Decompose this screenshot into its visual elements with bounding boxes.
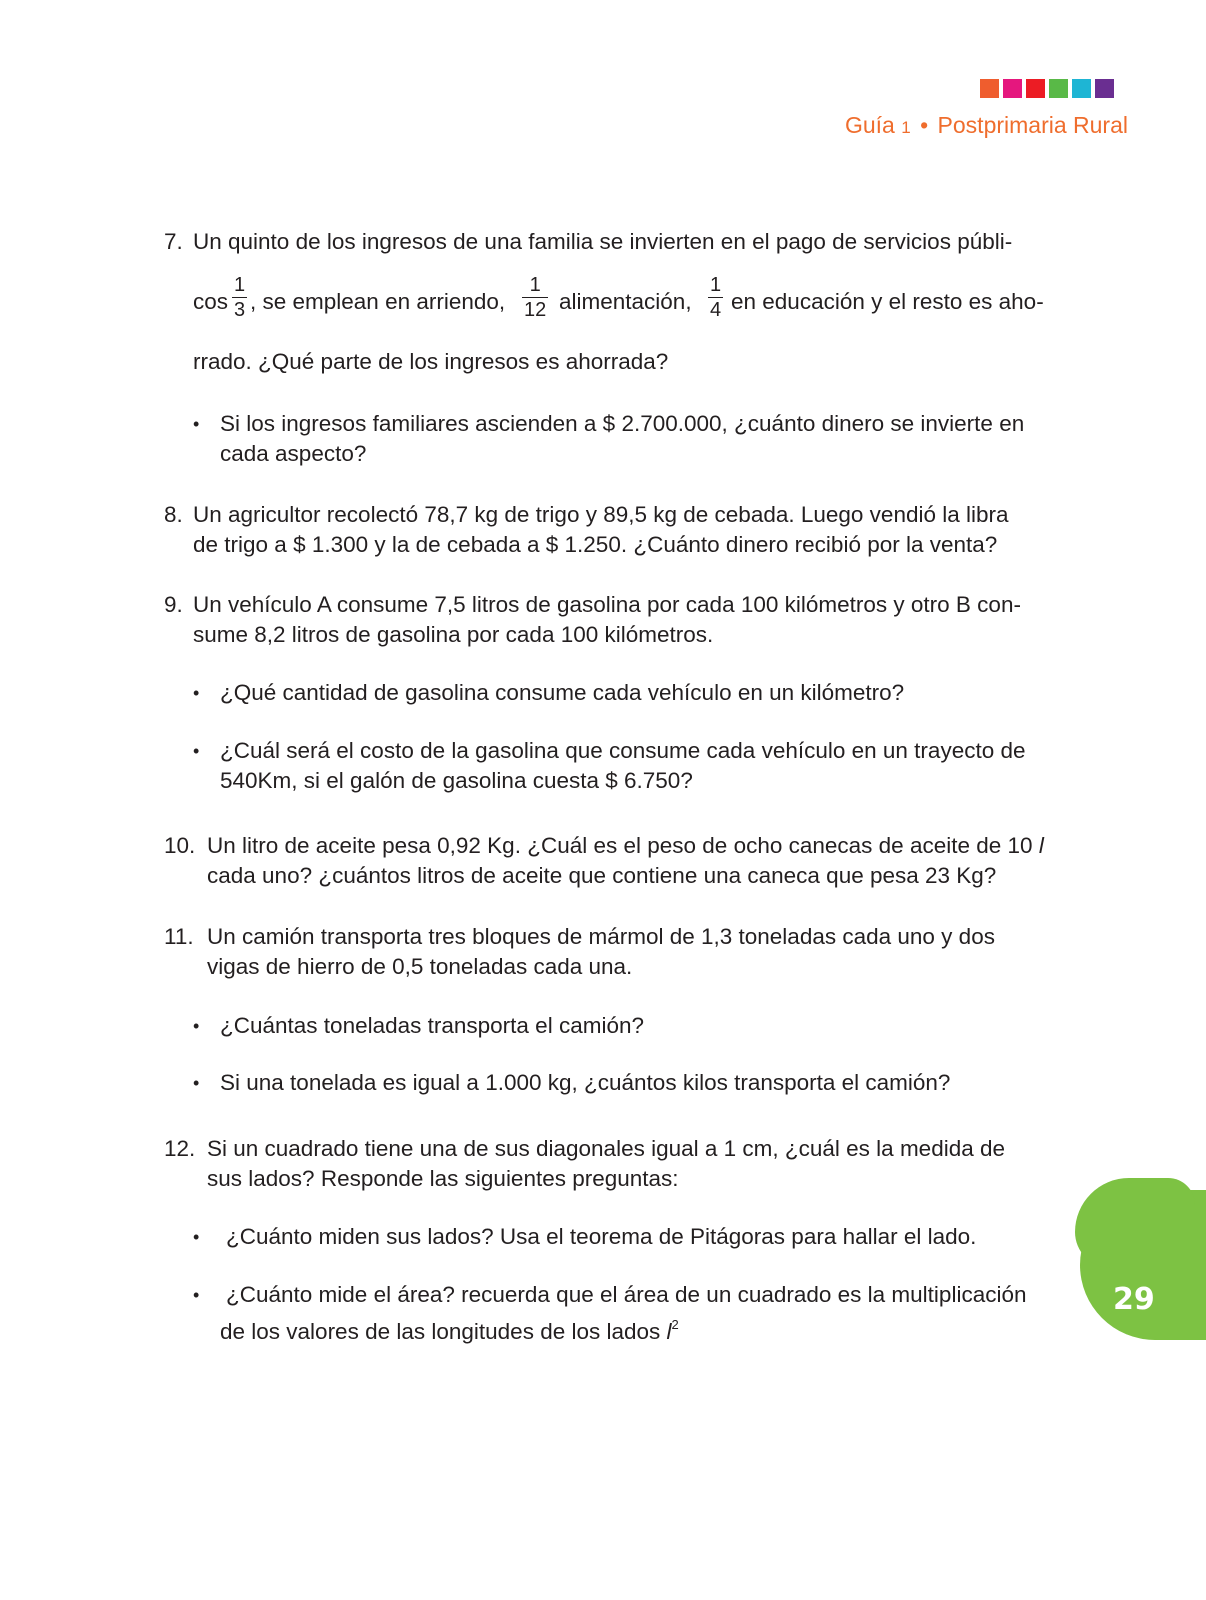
q10-line1-text: Un litro de aceite pesa 0,92 Kg. ¿Cuál es el peso de ocho canecas de aceite de 10 <box>207 833 1033 858</box>
q8-number: 8. <box>164 502 183 527</box>
q12-line1: Si un cuadrado tiene una de sus diagonales igual a 1 cm, ¿cuál es la medida de <box>207 1136 1006 1161</box>
fraction-bar <box>708 297 723 298</box>
q10-number: 10. <box>164 833 196 858</box>
fraction-one-third <box>232 274 247 321</box>
q8-line2: de trigo a $ 1.300 y la de cebada a $ 1.250. ¿Cuánto dinero recibió por la venta? <box>193 532 998 557</box>
q9-number: 9. <box>164 592 183 617</box>
q11-bullet2: Si una tonelada es igual a 1.000 kg, ¿cuántos kilos transporta el camión? <box>220 1070 951 1095</box>
q8-line1: Un agricultor recolectó 78,7 kg de trigo y 89,5 kg de cebada. Luego vendió la libra <box>193 502 1009 527</box>
q7-line1: Un quinto de los ingresos de una familia se invierten en el pago de servicios públi- <box>193 229 1013 254</box>
q12-bullet2-text: de los valores de las longitudes de los lados <box>220 1319 661 1344</box>
guide-number: 1 <box>901 118 911 137</box>
q11-line2: vigas de hierro de 0,5 toneladas cada una. <box>207 954 633 979</box>
q7-number: 7. <box>164 229 183 254</box>
fraction-denominator: 12 <box>524 299 547 321</box>
q12-number: 12. <box>164 1136 196 1161</box>
q12-bullet1: ¿Cuánto miden sus lados? Usa el teorema de Pitágoras para hallar el lado. <box>226 1224 977 1249</box>
program-name: Postprimaria Rural <box>937 112 1128 138</box>
page-number: 29 <box>1113 1282 1155 1317</box>
q7-bullet-line1: Si los ingresos familiares ascienden a $ 2.700.000, ¿cuánto dinero se invierte en <box>220 411 1025 436</box>
exponent: 2 <box>671 1317 679 1332</box>
fraction-numerator: 1 <box>710 274 722 296</box>
q10-unit: l <box>1038 833 1044 858</box>
q11-number: 11. <box>164 924 194 949</box>
fraction-denominator: 4 <box>710 299 722 321</box>
bullet-marker: • <box>193 414 200 434</box>
fraction-numerator: 1 <box>529 274 541 296</box>
fraction-denominator: 3 <box>234 299 246 321</box>
q7-line3: rrado. ¿Qué parte de los ingresos es ahorrada? <box>193 349 669 374</box>
bullet-marker: • <box>193 1016 200 1036</box>
q11-line1: Un camión transporta tres bloques de mármol de 1,3 toneladas cada uno y dos <box>207 924 995 949</box>
bullet-marker: • <box>193 683 200 703</box>
q10-line1 <box>207 831 1044 861</box>
q7-mid2: alimentación, <box>559 289 692 314</box>
q9-line1: Un vehículo A consume 7,5 litros de gasolina por cada 100 kilómetros y otro B con- <box>193 592 1021 617</box>
q7-pre: cos <box>193 289 229 314</box>
q9-line2: sume 8,2 litros de gasolina por cada 100 kilómetros. <box>193 622 714 647</box>
side-length-variable: l <box>666 1319 672 1344</box>
fraction-numerator: 1 <box>234 274 246 296</box>
fraction-bar <box>522 297 548 298</box>
fraction-one-fourth <box>708 274 723 321</box>
q7-mid3: en educación y el resto es aho- <box>731 289 1044 314</box>
q12-bullet2-line2 <box>220 1310 679 1347</box>
header-separator: • <box>920 112 929 138</box>
bullet-marker: • <box>193 1227 200 1247</box>
bullet-marker: • <box>193 1073 200 1093</box>
q11-bullet1: ¿Cuántas toneladas transporta el camión? <box>220 1013 644 1038</box>
q9-bullet1: ¿Qué cantidad de gasolina consume cada vehículo en un kilómetro? <box>220 680 905 705</box>
q10-line2: cada uno? ¿cuántos litros de aceite que contiene una caneca que pesa 23 Kg? <box>207 863 997 888</box>
q9-bullet2-line2: 540Km, si el galón de gasolina cuesta $ 6.750? <box>220 768 693 793</box>
q7-bullet-line2: cada aspecto? <box>220 441 367 466</box>
fraction-bar <box>232 297 247 298</box>
q12-bullet2-line1: ¿Cuánto mide el área? recuerda que el área de un cuadrado es la multiplicación <box>226 1282 1027 1307</box>
q9-bullet2-line1: ¿Cuál será el costo de la gasolina que consume cada vehículo en un trayecto de <box>220 738 1026 763</box>
fraction-one-twelfth <box>522 274 548 321</box>
q12-line2: sus lados? Responde las siguientes preguntas: <box>207 1166 679 1191</box>
bullet-marker: • <box>193 1285 200 1305</box>
bullet-marker: • <box>193 741 200 761</box>
guide-label: Guía <box>844 112 895 138</box>
q7-mid1: , se emplean en arriendo, <box>250 289 506 314</box>
